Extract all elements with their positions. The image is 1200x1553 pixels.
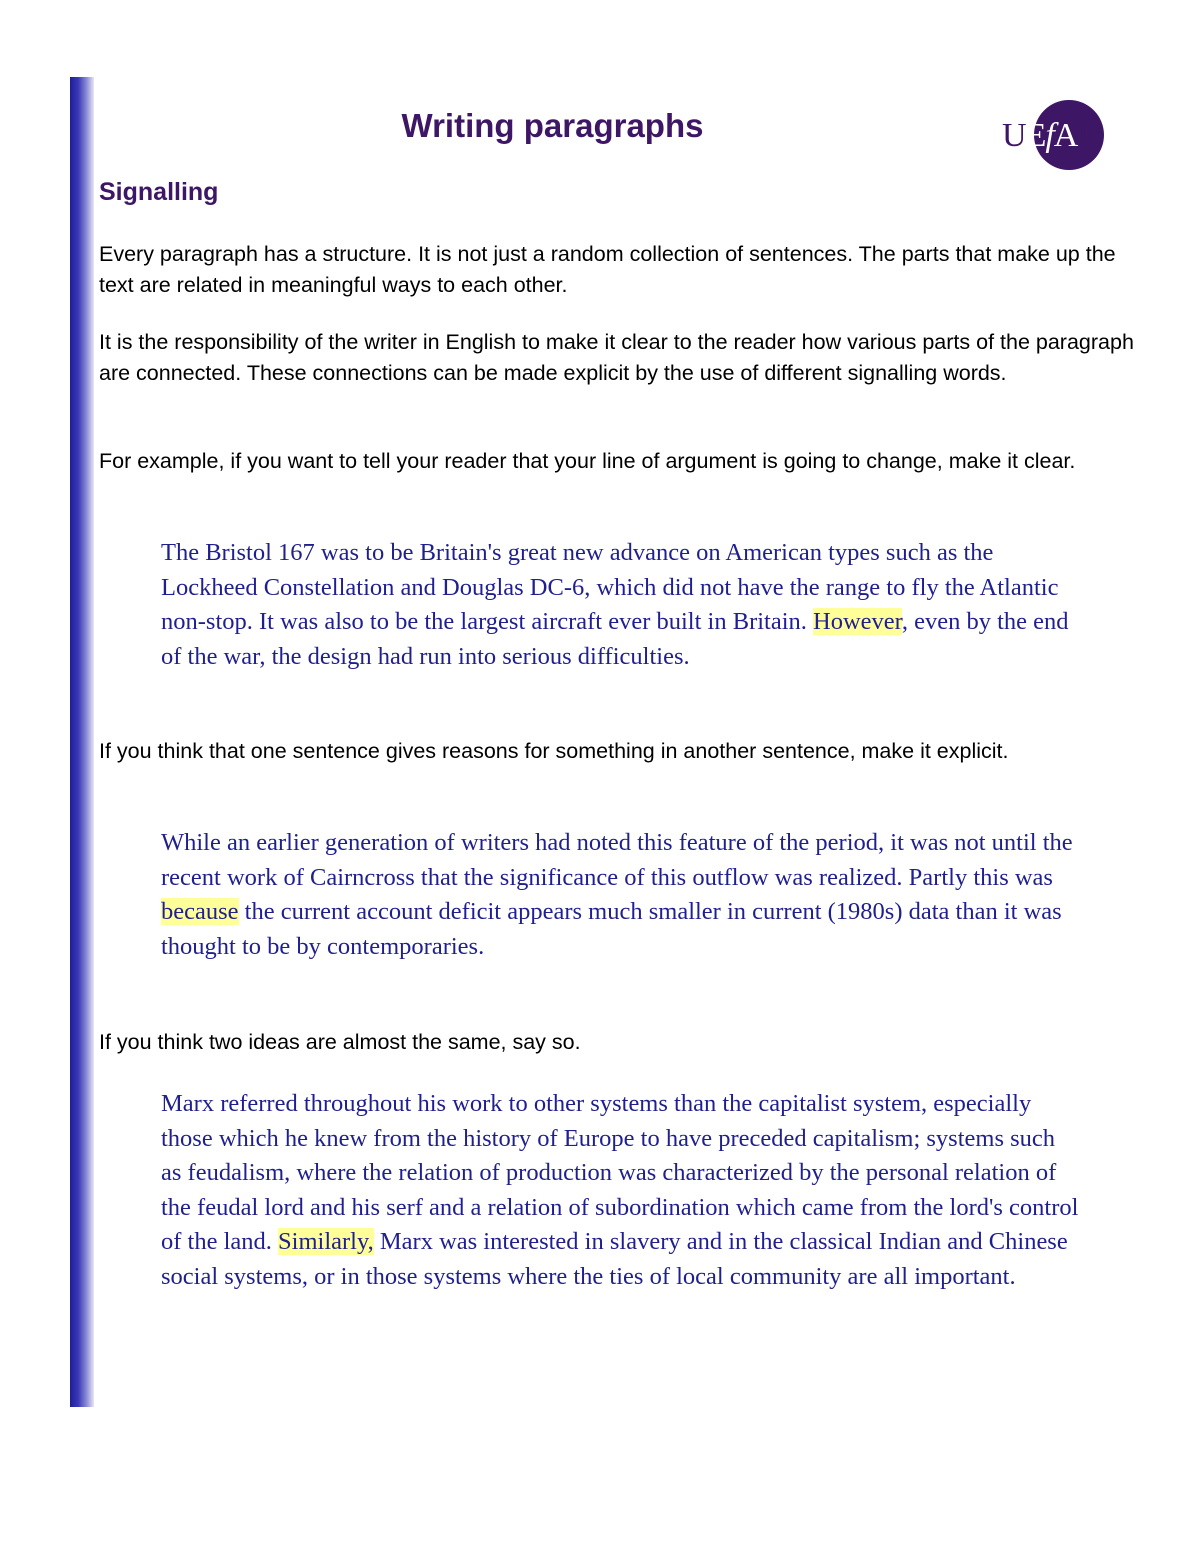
example-text: Marx referred throughout his work to other systems than the capitalist system, especially those which he knew from the history of Europe to have preceded capitalism; systems such as feudalism, where the relation of production was characterized by the personal relation of the feudal lord and his serf and a relation of subordination which came from the lord's control of the land. bbox=[161, 1090, 1079, 1256]
instruction-paragraph-contrast: For example, if you want to tell your reader that your line of argument is going to change, make it clear. bbox=[99, 449, 1076, 473]
example-text: , even by the end of the war, the design had run into serious difficulties. bbox=[161, 608, 1069, 670]
signal-word-highlight: because bbox=[161, 898, 239, 926]
signal-word-highlight: Similarly, bbox=[278, 1228, 374, 1256]
logo-letter-u: U bbox=[1002, 117, 1026, 154]
instruction-paragraph-reason: If you think that one sentence gives reasons for something in another sentence, make it explicit. bbox=[99, 739, 1009, 763]
logo-letter-p: P bbox=[1077, 117, 1096, 154]
example-text: The Bristol 167 was to be Britain's great new advance on American types such as the Lockheed Constellation and Douglas DC-6, which did not have the range to fly the Atlantic non-stop. It was also to be the largest aircraft ever built in Britain. bbox=[161, 539, 1059, 636]
example-quote-contrast bbox=[161, 536, 1081, 674]
section-heading: Signalling bbox=[99, 178, 219, 206]
intro-paragraph-1: Every paragraph has a structure. It is not just a random collection of sentences. The parts that make up the text are related in meaningful ways to each other. bbox=[99, 242, 1116, 297]
example-quote-reason bbox=[161, 826, 1081, 964]
page-title: Writing paragraphs bbox=[401, 107, 704, 144]
signal-word-highlight: However bbox=[813, 608, 902, 636]
logo-letter-a: A bbox=[1053, 117, 1078, 154]
logo-letter-e: E bbox=[1025, 117, 1046, 154]
logo-letter-f: f bbox=[1045, 117, 1054, 154]
intro-paragraph-2: It is the responsibility of the writer in English to make it clear to the reader how various parts of the paragraph are connected. These connections can be made explicit by the use of different signalling words. bbox=[99, 330, 1134, 385]
example-text: Marx was interested in slavery and in the classical Indian and Chinese social systems, or in those systems where the ties of local community are all important. bbox=[161, 1228, 1068, 1290]
example-quote-similarity bbox=[161, 1087, 1081, 1295]
example-text: While an earlier generation of writers had noted this feature of the period, it was not until the recent work of Cairncross that the significance of this outflow was realized. Partly this was bbox=[161, 829, 1073, 891]
instruction-paragraph-similarity: If you think two ideas are almost the same, say so. bbox=[99, 1030, 581, 1054]
example-text: the current account deficit appears much smaller in current (1980s) data than it was thought to be by contemporaries. bbox=[161, 898, 1062, 960]
left-decorative-bar bbox=[70, 77, 94, 1407]
uefap-logo bbox=[1002, 100, 1122, 172]
logo-text bbox=[1002, 116, 1122, 156]
